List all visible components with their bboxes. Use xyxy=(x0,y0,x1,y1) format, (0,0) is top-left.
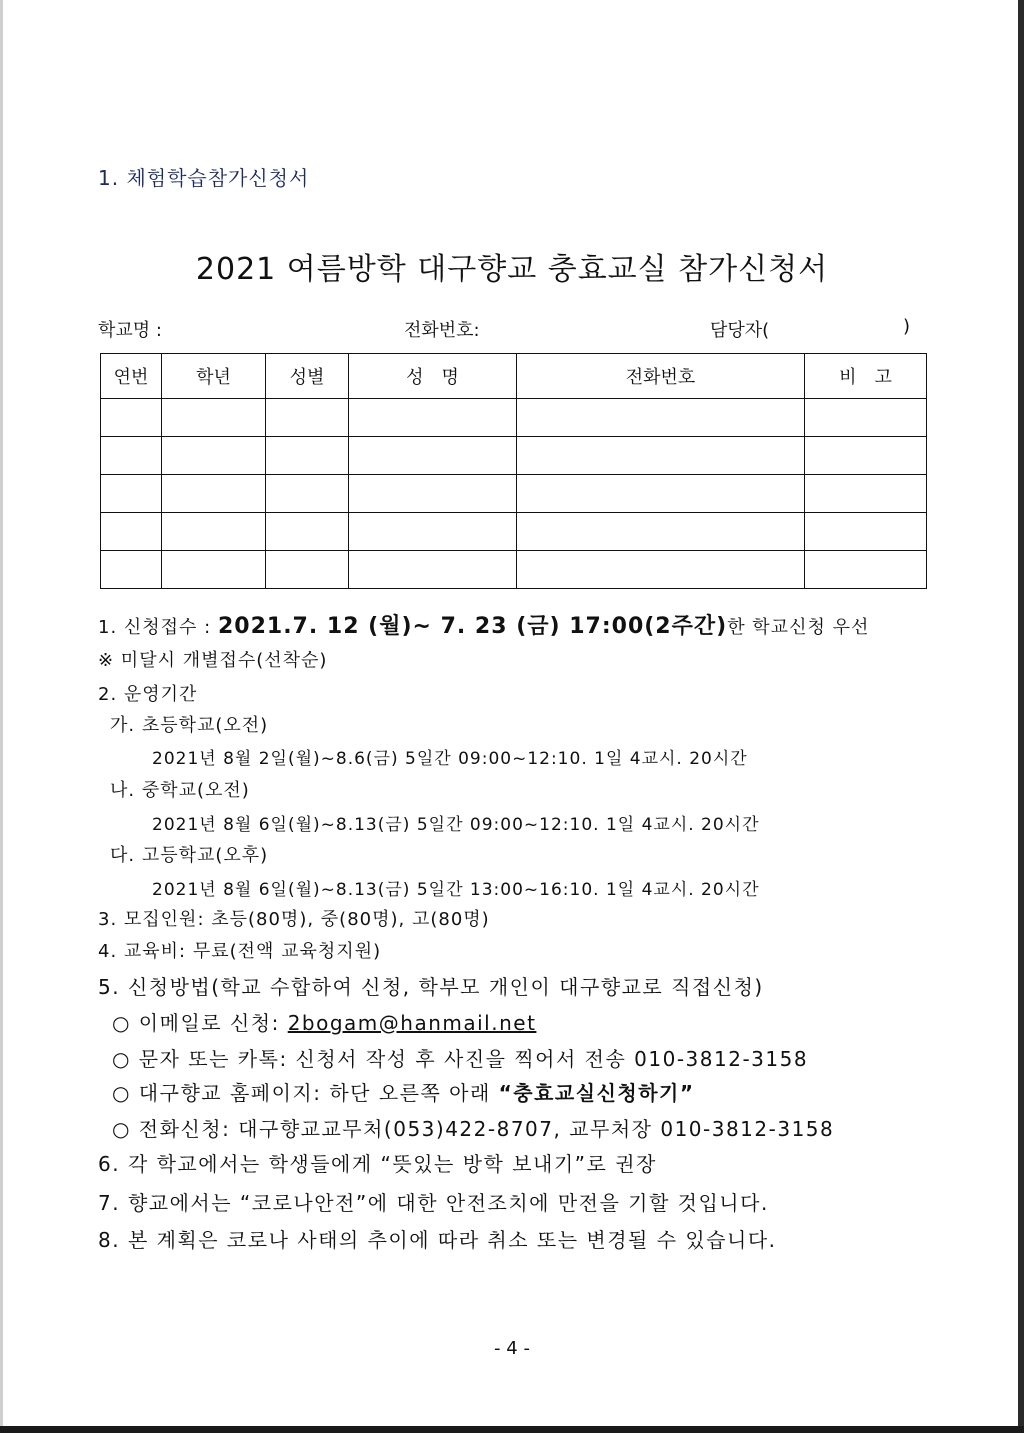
cell[interactable] xyxy=(517,551,805,589)
note-2: 2. 운영기간 xyxy=(98,684,198,705)
cell[interactable] xyxy=(266,551,349,589)
note-4: 4. 교육비: 무료(전액 교육청지원) xyxy=(98,941,382,962)
note-1-prefix: 1. 신청접수 : xyxy=(98,617,218,638)
cell[interactable] xyxy=(162,513,266,551)
header-grade: 학년 xyxy=(162,354,266,399)
note-5-website xyxy=(112,1077,695,1106)
cell[interactable] xyxy=(101,475,162,513)
cell[interactable] xyxy=(101,551,162,589)
cell[interactable] xyxy=(805,475,927,513)
application-table xyxy=(100,353,927,589)
page-number: - 4 - xyxy=(494,1338,530,1359)
note-5-website-button-text: “충효교실신청하기” xyxy=(498,1081,695,1105)
note-8: 8. 본 계획은 코로나 사태의 추이에 따라 취소 또는 변경될 수 있습니다. xyxy=(98,1228,777,1252)
table-row xyxy=(101,399,927,437)
cell[interactable] xyxy=(517,513,805,551)
note-2-elementary-detail: 2021년 8월 2일(월)~8.6(금) 5일간 09:00~12:10. 1일 4교시. 20시간 xyxy=(152,749,748,769)
note-5: 5. 신청방법(학교 수합하여 신청, 학부모 개인이 대구향교로 직접신청) xyxy=(98,975,764,999)
scan-edge-left xyxy=(0,0,3,1433)
cell[interactable] xyxy=(349,551,517,589)
note-5-sms: ○ 문자 또는 카톡: 신청서 작성 후 사진을 찍어서 전송 010-3812-3158 xyxy=(112,1047,809,1071)
note-2-high: 다. 고등학교(오후) xyxy=(110,845,269,866)
school-name-label: 학교명 : xyxy=(98,320,162,341)
scan-edge-right xyxy=(1018,0,1024,1433)
cell[interactable] xyxy=(266,475,349,513)
cell[interactable] xyxy=(162,399,266,437)
cell[interactable] xyxy=(349,399,517,437)
section-heading: 1. 체험학습참가신청서 xyxy=(98,166,310,190)
cell[interactable] xyxy=(266,399,349,437)
cell[interactable] xyxy=(162,437,266,475)
note-application-period xyxy=(98,609,869,640)
table-row xyxy=(101,513,927,551)
note-7: 7. 향교에서는 “코로나안전”에 대한 안전조치에 만전을 기할 것입니다. xyxy=(98,1191,769,1215)
header-remarks: 비 고 xyxy=(805,354,927,399)
note-star: ※ 미달시 개별접수(선착순) xyxy=(98,650,328,671)
header-phone: 전화번호 xyxy=(517,354,805,399)
cell[interactable] xyxy=(349,475,517,513)
cell[interactable] xyxy=(805,437,927,475)
phone-label: 전화번호: xyxy=(404,320,480,341)
note-6: 6. 각 학교에서는 학생들에게 “뜻있는 방학 보내기”로 권장 xyxy=(98,1152,657,1176)
cell[interactable] xyxy=(349,437,517,475)
header-number: 연번 xyxy=(101,354,162,399)
cell[interactable] xyxy=(101,513,162,551)
cell[interactable] xyxy=(101,399,162,437)
contact-person-label: 담당자( xyxy=(710,320,770,341)
note-1-suffix: 한 학교신청 우선 xyxy=(727,617,870,638)
note-1-dates: 2021.7. 12 (월)~ 7. 23 (금) 17:00(2주간) xyxy=(217,614,728,639)
note-5-phone: ○ 전화신청: 대구향교교무처(053)422-8707, 교무처장 010-3812-3158 xyxy=(112,1117,835,1141)
document-title: 2021 여름방학 대구향교 충효교실 참가신청서 xyxy=(195,252,829,287)
cell[interactable] xyxy=(805,399,927,437)
note-2-elementary: 가. 초등학교(오전) xyxy=(110,715,269,736)
note-5-email xyxy=(112,1007,536,1036)
cell[interactable] xyxy=(517,399,805,437)
header-name: 성 명 xyxy=(349,354,517,399)
contact-person-close: ) xyxy=(903,316,911,337)
cell[interactable] xyxy=(266,513,349,551)
cell[interactable] xyxy=(266,437,349,475)
note-5-email-label: ○ 이메일로 신청: xyxy=(112,1011,288,1035)
note-2-high-detail: 2021년 8월 6일(월)~8.13(금) 5일간 13:00~16:10. 1일 4교시. 20시간 xyxy=(152,880,760,900)
cell[interactable] xyxy=(805,513,927,551)
note-2-middle: 나. 중학교(오전) xyxy=(110,780,250,801)
table-row xyxy=(101,475,927,513)
table-header-row xyxy=(101,354,927,399)
cell[interactable] xyxy=(517,475,805,513)
header-gender: 성별 xyxy=(266,354,349,399)
email-link[interactable]: 2bogam@hanmail.net xyxy=(287,1011,537,1035)
cell[interactable] xyxy=(517,437,805,475)
cell[interactable] xyxy=(101,437,162,475)
scan-edge-bottom xyxy=(0,1426,1024,1433)
note-3: 3. 모집인원: 초등(80명), 중(80명), 고(80명) xyxy=(98,909,490,930)
table-row xyxy=(101,437,927,475)
note-5-website-label: ○ 대구향교 홈페이지: 하단 오른쪽 아래 xyxy=(112,1081,499,1105)
table-row xyxy=(101,551,927,589)
cell[interactable] xyxy=(162,551,266,589)
cell[interactable] xyxy=(162,475,266,513)
note-2-middle-detail: 2021년 8월 6일(월)~8.13(금) 5일간 09:00~12:10. 1일 4교시. 20시간 xyxy=(152,815,760,835)
cell[interactable] xyxy=(349,513,517,551)
cell[interactable] xyxy=(805,551,927,589)
